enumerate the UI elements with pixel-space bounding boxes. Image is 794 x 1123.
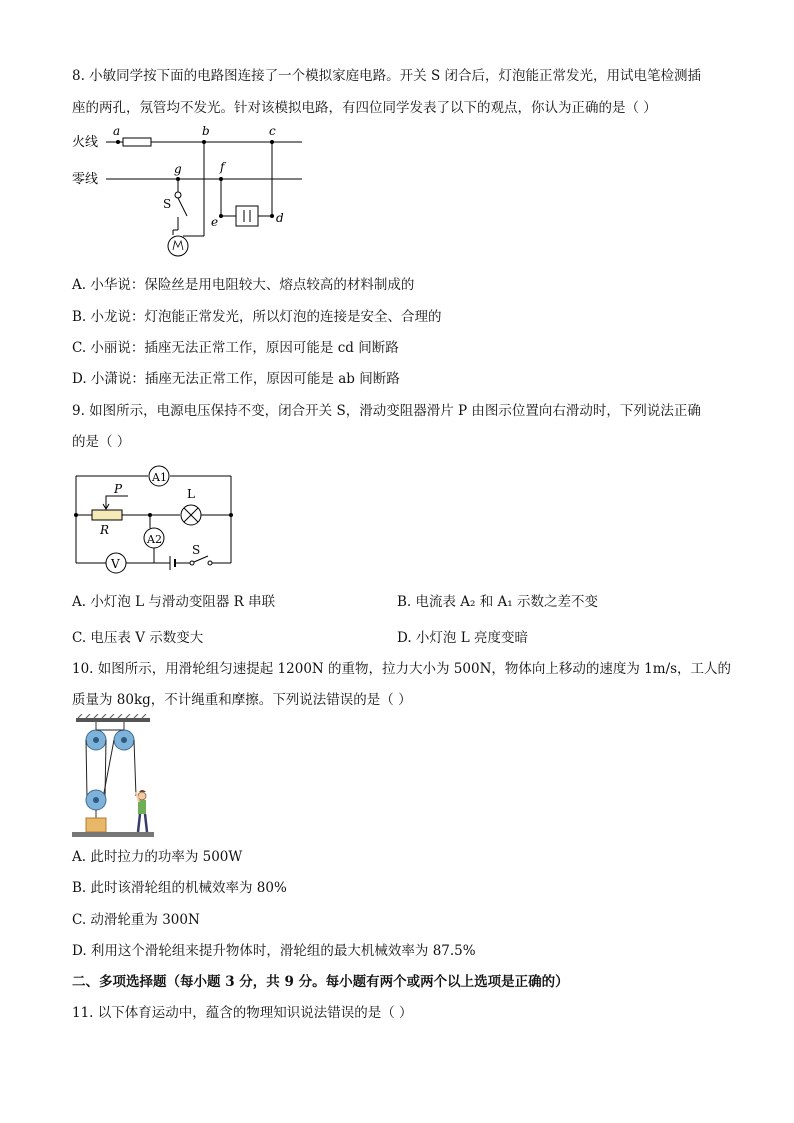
- label-g: g: [174, 162, 182, 176]
- neutral-wire-label: 零线: [72, 172, 99, 187]
- q9-option-d: D. 小灯泡 L 亮度变暗: [397, 630, 528, 646]
- socket-symbol: [236, 206, 258, 226]
- worker-figure: [138, 792, 146, 800]
- switch-pivot: [175, 192, 181, 198]
- q9-parallel-circuit-diagram: [70, 460, 240, 580]
- live-wire-label: 火线: [72, 135, 99, 150]
- fuse-symbol: [123, 138, 151, 146]
- ceiling-beam: [76, 718, 150, 722]
- q8-option-b: B. 小龙说：灯泡能正常发光，所以灯泡的连接是安全、合理的: [72, 309, 442, 325]
- label-c: c: [269, 124, 276, 138]
- label-v: V: [111, 557, 120, 571]
- q8-option-d: D. 小潇说：插座无法正常工作，原因可能是 ab 间断路: [72, 371, 400, 387]
- label-s: S: [192, 543, 201, 557]
- rheostat-r: [92, 510, 122, 520]
- label-l: L: [187, 487, 195, 501]
- q9-option-c: C. 电压表 V 示数变大: [72, 630, 204, 646]
- q9-stem-line1: 9. 如图所示，电源电压保持不变，闭合开关 S，滑动变阻器滑片 P 由图示位置向右滑动时，下列说法正确: [72, 403, 701, 419]
- q8-option-a: A. 小华说：保险丝是用电阻较大、熔点较高的材料制成的: [72, 277, 415, 293]
- label-b: b: [202, 124, 210, 138]
- section-2-heading: 二、多项选择题（每小题 3 分，共 9 分。每小题有两个或两个以上选项是正确的）: [72, 974, 569, 990]
- q8-stem-line2: 座的两孔，氖管均不发光。针对该模拟电路，有四位同学发表了以下的观点，你认为正确的是（ ）: [72, 100, 657, 116]
- label-d: d: [276, 211, 284, 225]
- slider-p: [106, 496, 128, 509]
- label-a2: A2: [147, 533, 162, 546]
- label-f: f: [220, 160, 225, 174]
- label-p: P: [114, 482, 123, 496]
- q10-pulley-system-figure: [70, 714, 156, 840]
- ground: [72, 832, 154, 837]
- q9-option-a: A. 小灯泡 L 与滑动变阻器 R 串联: [72, 594, 276, 610]
- q9-option-b: B. 电流表 A₂ 和 A₁ 示数之差不变: [397, 594, 598, 610]
- q8-stem-line1: 8. 小敏同学按下面的电路图连接了一个模拟家庭电路。开关 S 闭合后，灯泡能正常发光，用试电笔检测插: [72, 68, 702, 84]
- load-block: [86, 818, 106, 832]
- label-s: S: [163, 197, 172, 211]
- label-e: e: [211, 215, 219, 229]
- q9-stem-line2: 的是（ ）: [72, 434, 131, 450]
- label-r: R: [100, 523, 110, 537]
- q10-option-a: A. 此时拉力的功率为 500W: [72, 849, 243, 865]
- q10-stem-line1: 10. 如图所示，用滑轮组匀速提起 1200N 的重物，拉力大小为 500N，物体向上移动的速度为 1m/s，工人的: [72, 661, 732, 677]
- q10-option-d: D. 利用这个滑轮组来提升物体时，滑轮组的最大机械效率为 87.5%: [72, 943, 476, 959]
- q10-option-c: C. 动滑轮重为 300N: [72, 912, 200, 928]
- label-a1: A1: [152, 471, 167, 484]
- label-a: a: [113, 124, 121, 138]
- q10-option-b: B. 此时该滑轮组的机械效率为 80%: [72, 880, 287, 896]
- q8-household-circuit-diagram: [70, 122, 340, 272]
- q8-option-c: C. 小丽说：插座无法正常工作，原因可能是 cd 间断路: [72, 340, 399, 356]
- bulb-symbol: [168, 236, 188, 256]
- switch-s: [178, 198, 187, 216]
- q10-stem-line2: 质量为 80kg，不计绳重和摩擦。下列说法错误的是（ ）: [72, 692, 412, 708]
- q11-stem-line1: 11. 以下体育运动中，蕴含的物理知识说法错误的是（ ）: [72, 1005, 413, 1021]
